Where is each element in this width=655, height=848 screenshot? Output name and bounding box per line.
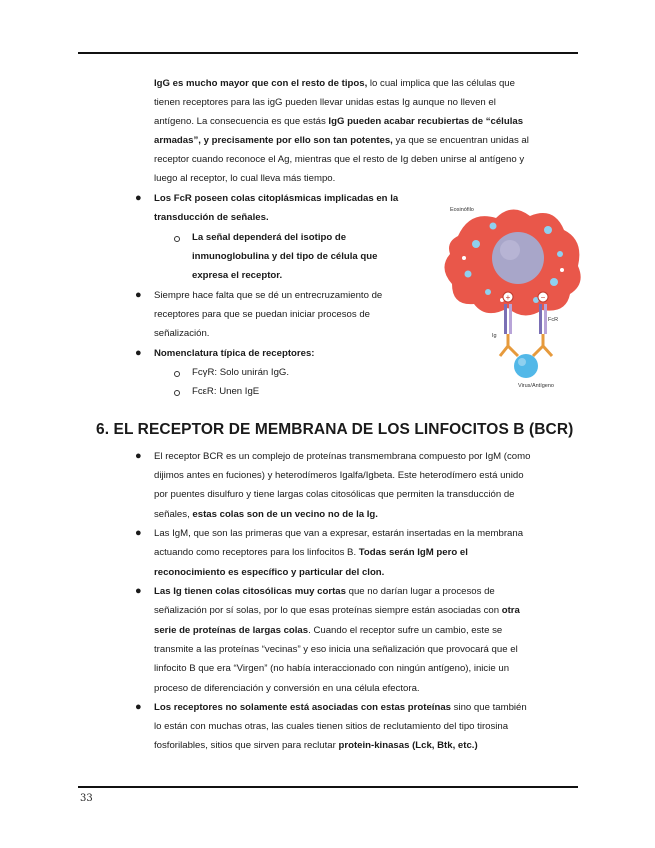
bcr-line: Las IgM, que son las primeras que van a expresar, estarán insertadas en la membrana [154,528,524,539]
cell-nucleus [492,232,544,284]
sub-bullet-circle [174,371,180,377]
bcr-line: serie de proteínas de largas colas. Cuando el receptor sufre un cambio, este se [154,625,503,636]
fcr-bullet: transducción de señales. [154,212,269,223]
svg-text:+: + [505,293,511,302]
bullet-dot: ● [135,289,142,301]
fcr-bullet: Nomenclatura típica de receptores: [154,348,315,359]
section-heading: 6. EL RECEPTOR DE MEMBRANA DE LOS LINFOCITOS B (BCR) [96,421,574,438]
fc-receptor-left [504,304,512,334]
footer-rule [78,786,578,788]
bullet-dot: ● [135,701,142,713]
bullet-dot: ● [135,450,142,462]
label-eosinophil: Eosinófilo [450,207,474,213]
eosinophil-illustration [438,196,583,396]
label-fcr: FcR [548,317,559,323]
label-virus: Virus/Antígeno [518,383,554,389]
header-rule [78,52,578,54]
bcr-line: reconocimiento es específico y particular del clon. [154,567,385,578]
sub-bullet-circle [174,236,180,242]
antibody-left [500,334,518,356]
bullet-dot: ● [135,192,142,204]
page-number: 33 [80,793,93,804]
bullet-dot: ● [135,347,142,359]
fcr-subbullet: FcεR: Unen IgE [192,386,260,397]
fcr-bullet: Siempre hace falta que se dé un entrecruzamiento de [154,290,383,301]
fcr-subbullet: inmunoglobulina y del tipo de célula que [192,251,378,262]
eosinophil-figure [438,196,583,396]
bcr-line: Los receptores no solamente está asociadas con estas proteínas sino que también [154,702,527,713]
bullet-dot: ● [135,527,142,539]
bcr-line: linfocito B que era “Virgen” (no había interaccionado con ningún antígeno), inicie un [154,663,510,674]
antibody-right [533,334,552,356]
intro-line: tienen receptores para las igG pueden llevar unidas estas Ig aunque no lleven el [154,97,496,108]
bcr-line: Las Ig tienen colas citosólicas muy cortas que no darían lugar a procesos de [154,586,495,597]
intro-line: antígeno. La consecuencia es que estás IgG pueden acabar recubiertas de “células [154,116,524,127]
bcr-line: El receptor BCR es un complejo de proteínas transmembrana compuesto por IgM (como [154,451,531,462]
fcr-subbullet: FcγR: Solo unirán IgG. [192,367,290,378]
label-ig: Ig [492,333,497,339]
intro-line: receptor cuando reconoce el Ag, mientras que el resto de Ig deben unirse al antígeno y [154,154,525,165]
bcr-line: por puentes disulfuro y tiene largas colas citosólicas que permiten la transducción de [154,489,515,500]
bcr-line: lo están con muchas otras, las cuales tienen sitios de reclutamiento del tipo tirosina [154,721,509,732]
bcr-line: señales, estas colas son de un vecino no de la Ig. [154,509,378,520]
bcr-line: proceso de diferenciación y conversión en una célula efectora. [154,683,420,694]
intro-line: IgG es mucho mayor que con el resto de tipos, lo cual implica que las células que [154,78,515,89]
fcr-bullet: Los FcR poseen colas citoplásmicas implicadas en la [154,193,399,204]
bcr-line: transmite a las proteínas “vecinas” y eso inicia una señalización que provocará que el [154,644,518,655]
fcr-subbullet: La señal dependerá del isotipo de [192,232,347,243]
intro-line: armadas”, y precisamente por ello son tan potentes, ya que se encuentran unidas al [154,135,529,146]
sub-bullet-circle [174,390,180,396]
bcr-line: fosforilables, sitios que sirven para reclutar protein-kinasas (Lck, Btk, etc.) [154,740,478,751]
bcr-line: actuando como receptores para los linfocitos B. Todas serán IgM pero el [154,547,468,558]
bcr-line: dijimos antes en fuciones) y heterodímeros Igalfa/Igbeta. Este heterodímero está unido [154,470,524,481]
bcr-line: señalización por sí solas, por lo que esas proteínas siempre están asociadas con otra [154,605,520,616]
bullet-dot: ● [135,585,142,597]
virus-antigen [514,354,538,378]
fcr-bullet: señalización. [154,328,210,339]
fcr-subbullet: expresa el receptor. [192,270,283,281]
intro-line: luego al receptor, lo cual lleva más tiempo. [154,173,336,184]
svg-text:−: − [540,293,546,302]
fcr-bullet: receptores para que se puedan iniciar procesos de [154,309,370,320]
